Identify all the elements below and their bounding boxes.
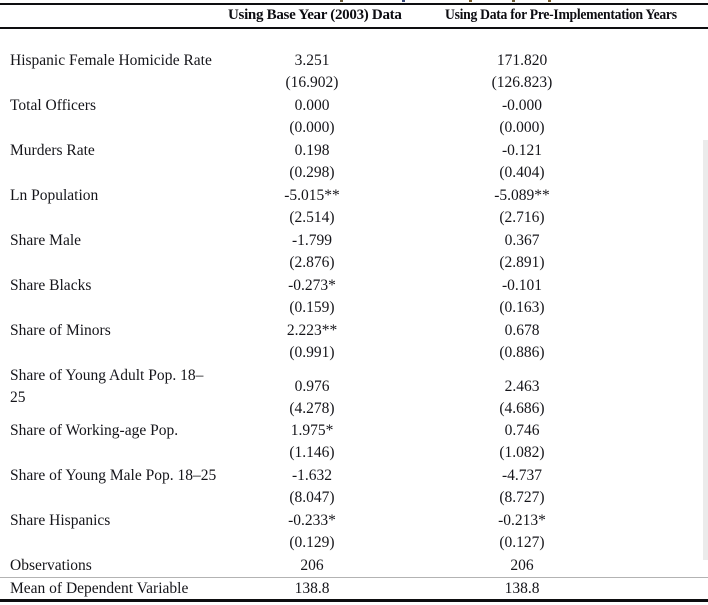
standard-error-value: (126.823)	[491, 74, 553, 92]
coefficient-value: 0.976	[294, 378, 330, 395]
coefficient-value: 2.223**	[286, 322, 338, 339]
row-label-line2: 25	[10, 389, 26, 407]
row-label: Share Male	[10, 232, 82, 249]
table-row	[0, 320, 708, 365]
page-edge-shadow	[703, 140, 708, 560]
coefficient-value: -0.213*	[498, 512, 546, 529]
row-label: Share Blacks	[10, 277, 92, 294]
standard-error-value: (0.298)	[289, 164, 335, 182]
table-header-row	[0, 5, 708, 27]
standard-error-value: (0.000)	[289, 119, 335, 137]
standard-error-value: (1.082)	[499, 444, 545, 462]
standard-error-value: (0.159)	[289, 299, 335, 317]
standard-error-value: (2.716)	[499, 209, 545, 227]
standard-error-value: (8.047)	[289, 489, 335, 507]
row-label: Total Officers	[10, 97, 96, 114]
cropped-text-artifact	[340, 0, 343, 2]
cropped-text-artifact	[548, 0, 551, 2]
table-row	[0, 510, 708, 555]
row-label: Share Hispanics	[10, 512, 111, 529]
cropped-text-artifact	[512, 0, 515, 2]
standard-error-value: (0.404)	[499, 164, 545, 182]
coefficient-value: -4.737	[501, 467, 543, 484]
row-label: Share of Minors	[10, 322, 111, 339]
table-row	[0, 275, 708, 320]
coefficient-value: -0.273*	[288, 277, 336, 294]
observations-value: 206	[510, 557, 534, 574]
standard-error-value: (0.000)	[499, 119, 545, 137]
row-label: Share of Young Adult Pop. 18–	[10, 367, 204, 384]
table-row	[0, 420, 708, 465]
table-row	[0, 230, 708, 275]
standard-error-value: (0.129)	[289, 534, 335, 552]
coefficient-value: -1.632	[291, 467, 333, 484]
standard-error-value: (1.146)	[289, 444, 335, 462]
standard-error-value: (4.278)	[289, 400, 335, 418]
table-row-mean-dependent	[0, 578, 708, 599]
coefficient-value: -0.233*	[288, 512, 336, 529]
standard-error-value: (0.127)	[499, 534, 545, 552]
coefficient-value: 1.975*	[290, 422, 334, 439]
coefficient-value: -0.121	[501, 142, 543, 159]
coefficient-value: 0.000	[294, 97, 330, 114]
coefficient-value: 3.251	[294, 52, 330, 69]
cropped-text-artifact	[469, 0, 472, 2]
standard-error-value: (0.886)	[499, 344, 545, 362]
row-label: Murders Rate	[10, 142, 95, 159]
coefficient-value: 0.746	[504, 422, 540, 439]
standard-error-value: (2.891)	[499, 254, 545, 272]
coefficient-value: 0.367	[504, 232, 540, 249]
mean-value: 138.8	[294, 580, 330, 597]
table-row	[0, 95, 708, 140]
coefficient-value: -5.015**	[284, 187, 340, 204]
coefficient-value: -5.089**	[494, 187, 550, 204]
table-row	[0, 50, 708, 95]
table-row-observations	[0, 555, 708, 577]
standard-error-value: (2.514)	[289, 209, 335, 227]
table-body	[0, 29, 708, 599]
row-label: Observations	[10, 557, 92, 574]
coefficient-value: 2.463	[504, 378, 540, 395]
coefficient-value: 0.198	[294, 142, 330, 159]
column-header-pre-implementation: Using Data for Pre-Implementation Years	[445, 7, 677, 23]
coefficient-value: -0.101	[501, 277, 543, 294]
row-label: Hispanic Female Homicide Rate	[10, 52, 212, 69]
cropped-text-artifact	[402, 0, 405, 2]
table-row	[0, 185, 708, 230]
coefficient-value: -0.000	[501, 97, 543, 114]
row-label: Ln Population	[10, 187, 99, 204]
coefficient-value: 0.678	[504, 322, 540, 339]
table-row	[0, 140, 708, 185]
row-label: Share of Young Male Pop. 18–25	[10, 467, 217, 484]
standard-error-value: (0.163)	[499, 299, 545, 317]
observations-value: 206	[300, 557, 324, 574]
mean-value: 138.8	[504, 580, 540, 597]
table-row	[0, 465, 708, 510]
standard-error-value: (16.902)	[285, 74, 339, 92]
standard-error-value: (0.991)	[289, 344, 335, 362]
table-row	[0, 365, 708, 420]
standard-error-value: (8.727)	[499, 489, 545, 507]
coefficient-value: -1.799	[291, 232, 333, 249]
row-label: Share of Working-age Pop.	[10, 422, 179, 439]
coefficient-value: 171.820	[496, 52, 548, 69]
row-label: Mean of Dependent Variable	[10, 580, 189, 597]
standard-error-value: (4.686)	[499, 400, 545, 418]
column-header-base-year: Using Base Year (2003) Data	[228, 7, 402, 23]
standard-error-value: (2.876)	[289, 254, 335, 272]
